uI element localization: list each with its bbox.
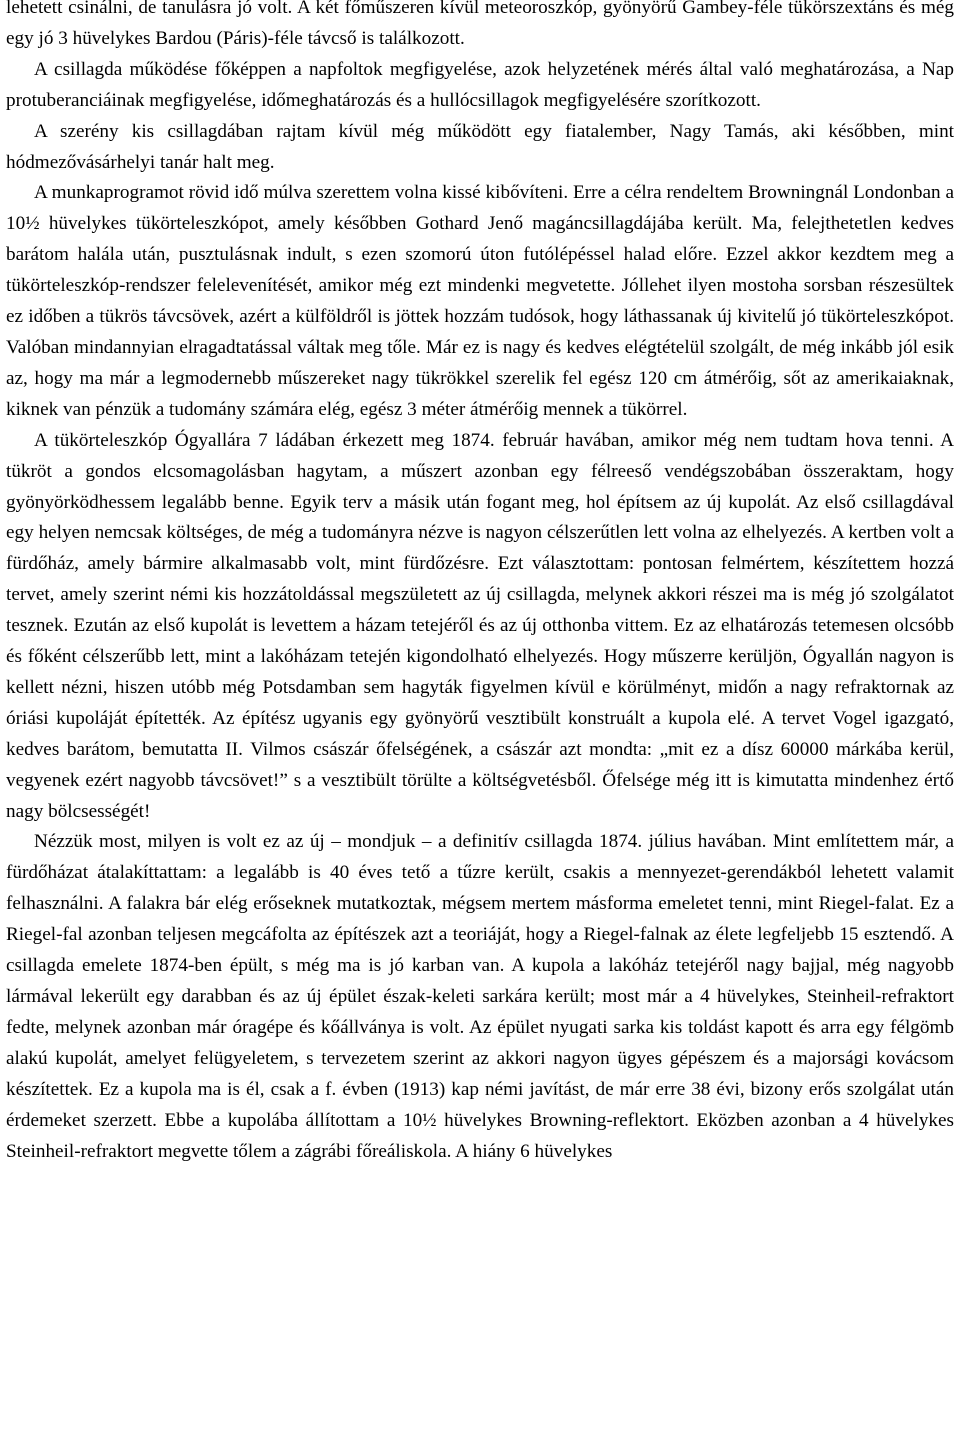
paragraph-5: A tükörteleszkóp Ógyallára 7 ládában érkezett meg 1874. február havában, amikor még nem tudtam hova tenni. A tükröt a gondos elcsomagolásban hagytam, a műszert azonban egy félreeső vendégszobában összeraktam, hogy gyönyörködhessem legalább benne. Egyik terv a másik után fogant meg, hol építsem az új kupolát. Az első csillagdával egy helyen nemcsak költséges, de még a tudományra nézve is nagyon célszerűtlen lett volna az elhelyezés. A kertben volt a fürdőház, amely bármire alkalmasabb volt, mint fürdőzésre. Ezt választottam: pontosan felmértem, készítettem hozzá tervet, amely szerint némi kis hozzátoldással megszületett az új csillagda, melynek akkori részei ma is még jó szolgálatot tesznek. Ezután az első kupolát is levettem a házam tetejéről és az új otthonba vittem. Ez az elhatározás tetemesen olcsóbb és főként célszerűbb lett, mint a lakóházam tetején kigondolható elhelyezés. Hogy műszerre kerüljön, Ógyallán nagyon is kellett nézni, hiszen utóbb még Potsdamban sem hagyták figyelmen kívül e körülményt, midőn a nagy refraktornak az óriási kupoláját építették. Az építész ugyanis egy gyönyörű vesztibült konstruált a kupola elé. A tervet Vogel igazgató, kedves barátom, bemutatta II. Vilmos császár őfelségének, a császár azt mondta: „mit ez a dísz 60000 márkába kerül, vegyenek ezért nagyobb távcsövet!” s a vesztibült törülte a költségvetésből. Őfelsége még itt is kimutatta mindenhez értő nagy bölcsességét! <box>6 429 954 822</box>
paragraph-4: A munkaprogramot rövid idő múlva szerettem volna kissé kibővíteni. Erre a célra rendeltem Browningnál Londonban a 10½ hüvelykes tükörteleszkópot, amely későbben Gothard Jenő magáncsillagdájába került. Ma, felejthetetlen kedves barátom halála után, pusztulásnak indult, s ezen szomorú úton futólépéssel halad előre. Ezzel akkor kezdtem meg a tükörteleszkóp-rendszer felelevenítését, amikor még ezt mindenki megvetette. Jóllehet ilyen mostoha sorsban részesültek ez időben a tükrös távcsövek, azért a külföldről is jöttek hozzám tudósok, hogy láthassanak új kivitelű jó tükörteleszkópot. Valóban mindannyian elragadtatással váltak meg tőle. Már ez is nagy és kedves elégtételül szolgált, de még inkább jól esik az, hogy ma már a legmodernebb műszereket nagy tükrökkel szerelik fel egész 120 cm átmérőig, sőt az amerikaiaknak, kiknek van pénzük a tudomány számára elég, egész 3 méter átmérőig mennek a tükörrel. <box>6 182 954 420</box>
paragraph-1: lehetett csinálni, de tanulásra jó volt. A két főműszeren kívül meteoroszkóp, gyönyörű Gambey-féle tükörszextáns és még egy jó 3 hüvelykes Bardou (Páris)-féle távcső is találkozott. <box>6 0 954 49</box>
paragraph-6: Nézzük most, milyen is volt ez az új – mondjuk – a definitív csillagda 1874. július havában. Mint említettem már, a fürdőházat átalakíttattam: a legalább is 40 éves tető a tűzre került, csakis a mennyezet-gerendákból lehetett valamit felhasználni. A falakra bár elég erőseknek mutatkoztak, mégsem mertem másforma emeletet tenni, mint Riegel-falat. Ez a Riegel-fal azonban teljesen megcáfolta az építészek azt a teoriáját, hogy a Riegel-falnak az élete legfeljebb 15 esztendő. A csillagda emelete 1874-ben épült, s még ma is jó karban van. A kupola a lakóház tetejéről nagy bajjal, még nagyobb lármával lekerült egy darabban és az új épület észak-keleti sarkára került; most már a 4 hüvelykes, Steinheil-refraktort fedte, melynek azonban már óragépe és kőállványa is volt. Az épület nyugati sarka kis toldást kapott és arra egy félgömb alakú kupolát, amelyet felügyeletem, s tervezetem szerint az akkori nagyon ügyes gépészem és a majorsági kovácsom készítettek. Ez a kupola ma is él, csak a f. évben (1913) kap némi javítást, de már erre 38 évi, bizony erős szolgálat után érdemeket szerzett. Ebbe a kupolába állítottam a 10½ hüvelykes Browning-reflektort. Eközben azonban a 4 hüvelykes Steinheil-refraktort megvette tőlem a zágrábi főreáliskola. A hiány 6 hüvelykes <box>6 831 954 1162</box>
document-page <box>6 0 954 1167</box>
paragraph-2: A csillagda működése főképpen a napfoltok megfigyelése, azok helyzetének mérés által való meghatározása, a Nap protuberanciáinak megfigyelése, időmeghatározás és a hullócsillagok megfigyelésére szorítkozott. <box>6 58 954 111</box>
paragraph-3: A szerény kis csillagdában rajtam kívül még működött egy fiatalember, Nagy Tamás, aki későbben, mint hódmezővásárhelyi tanár halt meg. <box>6 120 954 173</box>
